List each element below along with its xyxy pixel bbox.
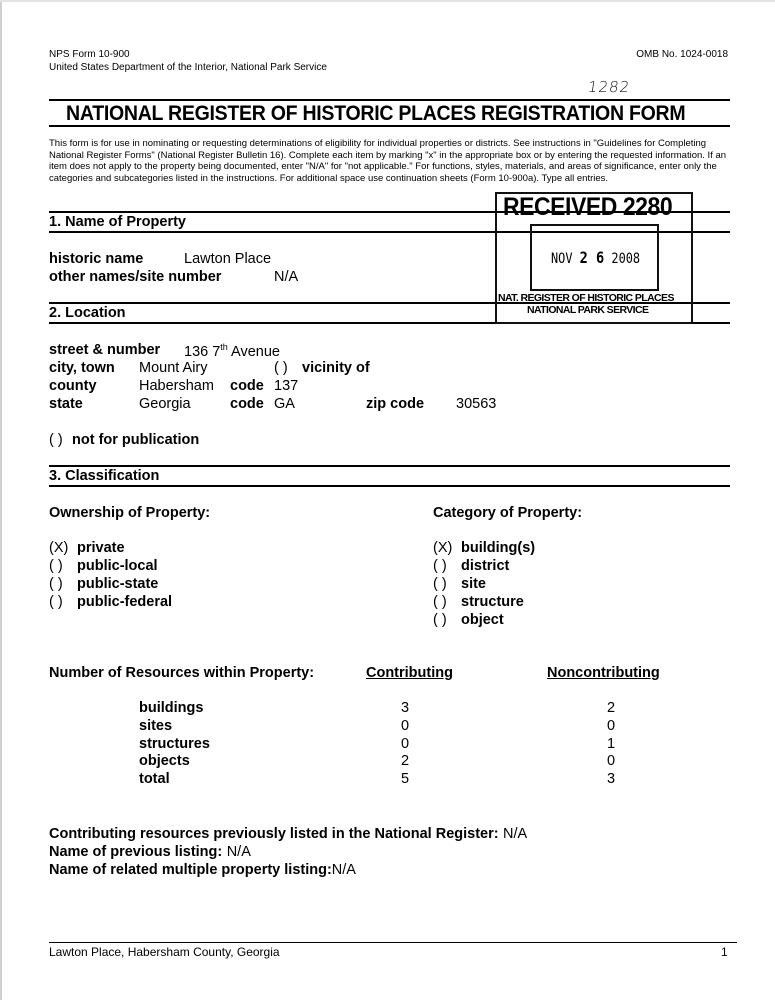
county-value: Habersham bbox=[139, 378, 214, 394]
category-district-checkbox[interactable]: ( ) bbox=[433, 558, 447, 574]
multiple-listing-label: Name of related multiple property listing: bbox=[49, 862, 332, 878]
page-number: 1 bbox=[721, 945, 728, 959]
not-for-publication-label: not for publication bbox=[72, 432, 200, 448]
stamp-line2: NATIONAL PARK SERVICE bbox=[527, 304, 649, 316]
other-names-label: other names/site number bbox=[49, 269, 222, 285]
ownership-public-federal-label: public-federal bbox=[77, 594, 173, 610]
form-title: NATIONAL REGISTER OF HISTORIC PLACES REGISTRATION FORM bbox=[66, 102, 686, 125]
footer-text: Lawton Place, Habersham County, Georgia bbox=[49, 945, 280, 959]
form-number: NPS Form 10-900 bbox=[49, 49, 130, 60]
ownership-private-label: private bbox=[77, 540, 125, 556]
city-value: Mount Airy bbox=[139, 360, 208, 376]
ownership-public-state-label: public-state bbox=[77, 576, 159, 592]
historic-name-label: historic name bbox=[49, 251, 144, 267]
resource-noncontributing: 2 bbox=[606, 700, 616, 716]
category-buildings-checkbox[interactable]: (X) bbox=[433, 540, 453, 556]
resource-row-label: structures bbox=[139, 736, 210, 752]
resource-row-label: objects bbox=[139, 753, 190, 769]
resource-row-label: sites bbox=[139, 718, 173, 734]
section3-rule-top bbox=[49, 465, 730, 467]
category-heading: Category of Property: bbox=[433, 505, 583, 521]
section3-rule-bottom bbox=[49, 485, 730, 487]
county-code-value: 137 bbox=[274, 378, 299, 394]
resource-noncontributing: 3 bbox=[606, 771, 616, 787]
historic-name-value: Lawton Place bbox=[184, 251, 272, 267]
street-value: 136 7th Avenue bbox=[184, 342, 280, 360]
section3-heading: 3. Classification bbox=[49, 468, 160, 484]
street-label: street & number bbox=[49, 342, 161, 358]
zip-label: zip code bbox=[366, 396, 425, 412]
previous-listing-value: N/A bbox=[226, 844, 251, 860]
category-district-label: district bbox=[461, 558, 510, 574]
previous-listing-label: Name of previous listing: bbox=[49, 844, 223, 860]
contributing-header: Contributing bbox=[366, 665, 453, 681]
ownership-private-checkbox[interactable]: (X) bbox=[49, 540, 69, 556]
state-value: Georgia bbox=[139, 396, 191, 412]
ownership-heading: Ownership of Property: bbox=[49, 505, 211, 521]
scan-edge-top bbox=[0, 0, 775, 2]
section2-heading: 2. Location bbox=[49, 305, 126, 321]
resource-row-label: buildings bbox=[139, 700, 204, 716]
resource-contributing: 3 bbox=[400, 700, 410, 716]
scan-edge bbox=[0, 0, 2, 1000]
category-buildings-label: building(s) bbox=[461, 540, 536, 556]
category-object-checkbox[interactable]: ( ) bbox=[433, 612, 447, 628]
footer-rule bbox=[49, 942, 737, 943]
resource-contributing: 2 bbox=[400, 753, 410, 769]
city-label: city, town bbox=[49, 360, 115, 376]
category-site-checkbox[interactable]: ( ) bbox=[433, 576, 447, 592]
omb-number: OMB No. 1024-0018 bbox=[636, 49, 728, 60]
multiple-listing-row bbox=[49, 861, 356, 879]
multiple-listing-value: N/A bbox=[331, 862, 356, 878]
stamp-received-text: RECEIVED 2280 bbox=[503, 193, 673, 221]
stamp-line1: NAT. REGISTER OF HISTORIC PLACES bbox=[498, 292, 674, 304]
resource-noncontributing: 0 bbox=[606, 753, 616, 769]
other-names-value: N/A bbox=[274, 269, 299, 285]
county-code-label: code bbox=[230, 378, 264, 394]
state-label: state bbox=[49, 396, 83, 412]
county-label: county bbox=[49, 378, 97, 394]
vicinity-label: vicinity of bbox=[302, 360, 370, 376]
resource-contributing: 0 bbox=[400, 718, 410, 734]
category-structure-checkbox[interactable]: ( ) bbox=[433, 594, 447, 610]
zip-value: 30563 bbox=[456, 396, 497, 412]
previous-listing-row bbox=[49, 843, 251, 861]
title-rule-bottom bbox=[49, 125, 730, 127]
previously-listed-value: N/A bbox=[503, 826, 528, 842]
ownership-public-federal-checkbox[interactable]: ( ) bbox=[49, 594, 63, 610]
resource-contributing: 0 bbox=[400, 736, 410, 752]
section1-heading: 1. Name of Property bbox=[49, 214, 186, 230]
not-for-publication-checkbox[interactable]: ( ) bbox=[49, 432, 63, 448]
resource-row-label: total bbox=[139, 771, 170, 787]
previously-listed-row bbox=[49, 825, 527, 843]
ownership-public-local-label: public-local bbox=[77, 558, 158, 574]
previously-listed-label: Contributing resources previously listed in the National Register: bbox=[49, 826, 499, 842]
vicinity-checkbox[interactable]: ( ) bbox=[274, 360, 288, 376]
noncontributing-header: Noncontributing bbox=[547, 665, 660, 681]
resource-noncontributing: 0 bbox=[606, 718, 616, 734]
stamp-date: NOV 2 6 2008 bbox=[551, 248, 641, 267]
ownership-public-state-checkbox[interactable]: ( ) bbox=[49, 576, 63, 592]
resource-contributing: 5 bbox=[400, 771, 410, 787]
department: United States Department of the Interior, National Park Service bbox=[49, 62, 327, 73]
ownership-public-local-checkbox[interactable]: ( ) bbox=[49, 558, 63, 574]
state-code-value: GA bbox=[274, 396, 295, 412]
category-site-label: site bbox=[461, 576, 486, 592]
state-code-label: code bbox=[230, 396, 264, 412]
resources-heading: Number of Resources within Property: bbox=[49, 665, 315, 681]
category-object-label: object bbox=[461, 612, 504, 628]
title-rule-top bbox=[49, 99, 730, 101]
handwritten-number: 1282 bbox=[586, 78, 632, 96]
category-structure-label: structure bbox=[461, 594, 524, 610]
resource-noncontributing: 1 bbox=[606, 736, 616, 752]
instructions: This form is for use in nominating or requesting determinations of eligibility for individual properties or districts. See instructions in "Guidelines for Completing National Register Forms" (National Register Bulletin 16). Complete each item by marking "x" in the appropriate box or by entering the requested information. If an item does not apply to the property being documented, enter "N/A" for "not applicable." For functions, styles, materials, and areas of significance, enter only the categories and subcategories listed in the instructions. For additional space use continuation sheets (Form 10-900a). Type all entries. bbox=[49, 138, 727, 184]
